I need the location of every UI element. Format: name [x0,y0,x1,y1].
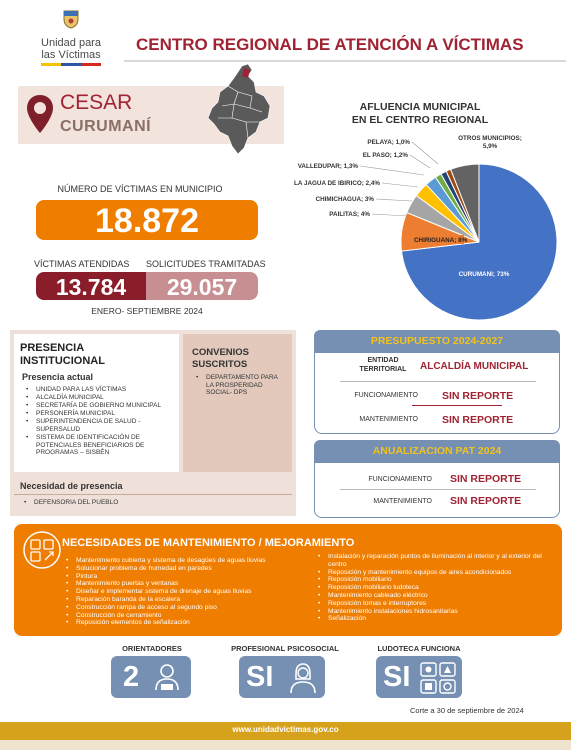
budget-divider [412,405,502,406]
list-item: • Construcción de cerramiento [66,612,316,620]
list-item: • Mantenimiento instalaciones hidrosanitarias [318,608,554,616]
budget-title: PRESUPUESTO 2024-2027 [314,330,560,353]
victims-count-label: NÚMERO DE VÍCTIMAS EN MUNICIPIO [57,184,223,194]
current-presence-label: Presencia actual [22,372,94,382]
toys-icon [420,662,456,694]
professional-woman-icon [286,660,320,694]
budget-divider [340,381,536,382]
list-item: • Reposición y mantenimiento equipos de aires acondicionados [318,569,554,577]
list-item: • Diseñar e implementar sistema de drenaje de aguas lluvias [66,588,316,596]
list-item: • SECRETARÍA DE GOBIERNO MUNICIPAL [26,402,178,410]
operation-value: SIN REPORTE [442,390,514,402]
pie-label: CHIRIGUANA; 8% [414,237,468,244]
report-period: ENERO- SEPTIEMBRE 2024 [91,306,203,316]
list-item: • Reparación baranda de la escalera [66,596,316,604]
title-divider [124,60,566,62]
maintenance-needs-title: NECESIDADES DE MANTENIMIENTO / MEJORAMIENTO [62,537,355,549]
playroom-label: LUDOTECA FUNCIONA [377,644,461,653]
guides-label: ORIENTADORES [122,644,182,653]
current-presence-list [26,386,178,457]
maintenance-label: MANTENIMIENTO [359,416,418,423]
pat-operation-value: SIN REPORTE [450,473,522,485]
pie-label: EL PASO; 1,2% [362,152,408,159]
department-name: CESAR [60,91,133,114]
pie-leader-line [410,155,430,168]
pie-leader-line [360,166,424,175]
presence-need-list [24,499,284,507]
maintenance-needs-list-left [66,557,316,627]
chart-title-line2: EN EL CENTRO REGIONAL [351,114,489,126]
footer-stripe [0,740,571,750]
psychosocial-value: SI [246,661,274,693]
list-item: • UNIDAD PARA LAS VÍCTIMAS [26,386,178,394]
list-item: • PERSONERÍA MUNICIPAL [26,410,178,418]
list-item: • DEPARTAMENTO PARA LA PROSPERIDAD SOCIAL- DPS [196,374,286,397]
pie-label: LA JAGUA DE IBIRICO; 2,4% [294,180,380,187]
pat-operation-label: FUNCIONAMIENTO [368,476,432,483]
chart-title-line1: AFLUENCIA MUNICIPAL [359,101,481,113]
list-item: • Solucionar problema de humedad en paredes [66,565,316,573]
requests-count: 29.057 [146,272,258,300]
list-item: • Construcción rampa de acceso al segundo piso [66,604,316,612]
operation-label: FUNCIONAMIENTO [354,392,418,399]
attended-count: 13.784 [36,272,146,300]
flag-stripe [41,63,101,66]
presence-need-divider [14,494,292,495]
list-item: • Mantenimiento puertas y ventanas [66,580,316,588]
location-pin-icon [26,94,54,134]
logo-text-line1: Unidad para [41,37,101,49]
logo [30,8,112,70]
list-item: • Mantenimiento cableado eléctrico [318,592,554,600]
coat-of-arms-icon [60,8,82,30]
footer-url[interactable]: www.unidadvictimas.gov.co [232,725,339,734]
attended-label: VÍCTIMAS ATENDIDAS [34,259,130,269]
pat-maintenance-label: MANTENIMIENTO [373,498,432,505]
cutoff-date: Corte a 30 de septiembre de 2024 [410,706,524,715]
agreements-list [196,374,286,397]
agreements-title-line2: SUSCRITOS [192,359,248,370]
victims-count: 18.872 [36,200,258,240]
list-item: • SUPERINTENDENCIA DE SALUD - SUPERSALUD [26,418,178,433]
pie-leader-line [372,214,408,216]
list-item: • Reposición elementos de señalización [66,619,316,627]
advisor-icon [150,662,184,692]
pie-label: CURUMANI; 73% [458,271,510,278]
pie-label: VALLEDUPAR; 1,3% [297,163,358,170]
psychosocial-label: PROFESIONAL PSICOSOCIAL [231,644,339,653]
municipality-name: CURUMANÍ [60,118,152,135]
pat-maintenance-value: SIN REPORTE [450,495,522,507]
page-title: CENTRO REGIONAL DE ATENCIÓN A VÍCTIMAS [136,35,524,54]
agreements-title [192,347,282,371]
guides-value: 2 [123,661,140,693]
agreements-title-line1: CONVENIOS [192,347,250,358]
entity-label: ENTIDAD TERRITORIAL [359,357,407,373]
pie-leader-line [376,199,412,201]
pie-label: CHIMICHAGUA; 3% [315,196,374,203]
list-item: • Instalación y reparación puntos de iluminación al interior y al exterior del centro [318,553,554,569]
chart-title [330,101,510,127]
list-item: • Reposición mobiliario [318,576,554,584]
logo-text-line2: las Víctimas [41,49,101,61]
pie-chart [290,130,571,330]
tools-icon [22,530,62,570]
pie-label: 5,9% [482,143,498,150]
pie-leader-line [412,142,438,164]
pie-label: PAILITAS; 4% [329,211,370,218]
playroom-value: SI [383,661,411,693]
colombia-map-icon [198,62,290,158]
list-item: • DEFENSORIA DEL PUEBLO [24,499,284,507]
list-item: • SISTEMA DE IDENTIFICACIÓN DE POTENCIALES BENEFICIARIOS DE PROGRAMAS – SISBÉN [26,434,178,457]
pat-title: ANUALIZACION PAT 2024 [314,440,560,463]
list-item: • Pintura [66,573,316,581]
presence-title [20,342,170,368]
maintenance-needs-list-right [318,553,554,623]
pie-leader-line [382,183,418,187]
requests-label: SOLICITUDES TRAMITADAS [146,259,266,269]
list-item: • ALCALDÍA MUNICIPAL [26,394,178,402]
pie-label: OTROS MUNICIPIOS; [458,135,522,142]
maintenance-value: SIN REPORTE [442,414,514,426]
entity-value: ALCALDÍA MUNICIPAL [420,361,529,372]
pat-divider [340,489,536,490]
list-item: • Señalización [318,615,554,623]
pie-label: PELAYA; 1,0% [367,139,410,146]
list-item: • Mantenimiento cubierta y sistema de desagües de aguas lluvias [66,557,316,565]
presence-title-line1: PRESENCIA [20,342,85,354]
presence-need-title: Necesidad de presencia [20,481,123,491]
list-item: • Reposición mobiliario ludoteca [318,584,554,592]
list-item: • Reposición tomas e interruptores [318,600,554,608]
presence-title-line2: INSTITUCIONAL [20,355,105,367]
